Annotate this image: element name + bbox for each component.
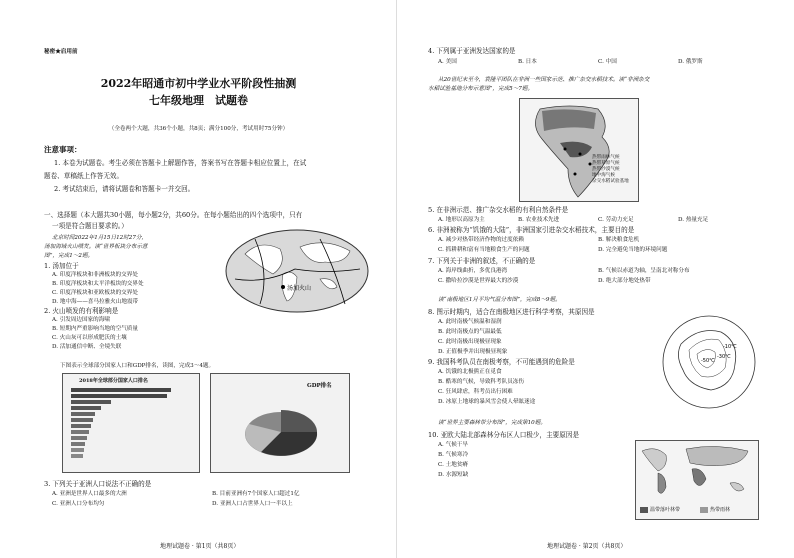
q4-option-b: B. 日本	[518, 59, 537, 65]
isotherm-label: -10℃	[723, 344, 737, 350]
q2-option-c: C. 火山灰可以形成肥沃的土壤	[52, 335, 127, 341]
africa-map	[519, 98, 639, 202]
q5-option-b: B. 农业技术先进	[518, 217, 560, 223]
pie	[241, 402, 321, 462]
q6-stem: 6. 非洲被称为“饥饿的大陆”，非洲国家引进杂交水稻技术，主要目的是	[428, 226, 635, 234]
q7-stem: 7. 下列关于非洲的叙述，不正确的是	[428, 257, 536, 265]
q8-stem: 8. 图示时期内，适合在南极地区进行科学考察，其原因是	[428, 308, 595, 316]
q5-option-d: D. 热量充足	[678, 217, 709, 223]
q9-option-d: D. 冰原上地球的暴风雪会使人晕眩迷途	[438, 399, 536, 405]
notice-title: 注意事项：	[44, 145, 82, 154]
legend-item: 热带草原气候	[592, 161, 620, 166]
q8-option-d: D. 正值极季并出现极昼现象	[438, 349, 508, 355]
q2-option-d: D. 活加通信中断、全境失联	[52, 344, 122, 350]
tonga-volcano-label: 汤加火山	[287, 285, 312, 292]
q4-option-d: D. 俄罗斯	[678, 59, 703, 65]
q10-option-d: D. 水源短缺	[438, 472, 469, 478]
intro-12-line-2: 汤加海域火山喷发。读“世界板块分布示意	[44, 244, 148, 250]
intro-89: 读“南极地区1月平均气温分布图”，完成8～9题。	[438, 297, 561, 303]
exam-subtitle: 七年级地理 试题卷	[149, 94, 248, 107]
section-line-1: 一、选择题（本大题共30小题，每小题2分，共60分。在每小题给出的四个选项中，只有	[44, 211, 303, 219]
population-bar-chart	[62, 373, 200, 473]
q6-option-a: A. 减少对热带经济作物的过度依赖	[438, 237, 524, 243]
page-2-footer: 地理试题卷 · 第2页（共8页）	[547, 543, 627, 550]
africa-shape	[520, 99, 638, 201]
q7-option-d: D. 绝大部分地处热带	[598, 278, 651, 284]
bar-area	[71, 388, 181, 468]
q9-option-a: A. 饥饿的北极熊正在觅食	[438, 369, 502, 375]
intro-57-line-1: 从20世纪末至今，袁隆平团队在非洲一些国家示范、推广杂交水稻技术。读“非洲杂交	[438, 77, 650, 83]
q7-option-a: A. 海岸线曲折，多优良港湾	[438, 268, 508, 274]
q10-option-c: C. 土地贫瘠	[438, 462, 469, 468]
q1-option-c: C. 印度洋板块和亚欧板块的交界处	[52, 290, 138, 296]
q3-option-a: A. 亚洲是世界人口最多的大洲	[52, 491, 127, 497]
q1-stem: 1. 汤加位于	[44, 262, 79, 270]
legend-item: 热带沙漠气候	[592, 167, 620, 172]
q9-option-c: C. 狂风肆虐，科考员出行困难	[438, 389, 513, 395]
notice-line-2: 题卷、草稿纸上作答无效。	[44, 172, 124, 180]
q9-stem: 9. 我国科考队员在南极考察，不可能遇到的危险是	[428, 358, 575, 366]
q1-option-b: B. 印度洋板块和太平洋板块的交界处	[52, 281, 144, 287]
secret-label: 秘密★启用前	[44, 49, 78, 55]
notice-line-1: 1. 本卷为试题卷。考生必须在答题卡上解题作答，答案书写在答题卡相应位置上，在试	[54, 159, 307, 167]
pie-chart-title: GDP排名	[307, 383, 332, 389]
gdp-pie-chart	[210, 373, 350, 473]
q5-option-a: A. 地形以高原为主	[438, 217, 485, 223]
q7-option-c: C. 撒哈拉沙漠是世界最大的沙漠	[438, 278, 519, 284]
bar-chart-title: 2018年全球部分国家人口排名	[79, 378, 148, 384]
q6-option-c: C. 抓耕耕和富有当地粮食生产的问题	[438, 247, 530, 253]
forest-map	[635, 440, 759, 520]
page-2	[397, 0, 794, 558]
q8-option-a: A. 此时南极气候温和湿润	[438, 319, 502, 325]
intro-34: 下图表示全球部分国家人口和GDP排名，读图，完成3～4题。	[60, 363, 215, 369]
q5-option-c: C. 劳动力充足	[598, 217, 634, 223]
page-1-footer: 地理试题卷 · 第1页（共8页）	[160, 543, 240, 550]
q10-stem: 10. 亚欧大陆北部森林分布区人口极少，主要原因是	[428, 431, 580, 439]
legend-item: 地中海气候	[592, 173, 615, 178]
q9-option-b: B. 酷寒的气候，导致科考队员冻伤	[438, 379, 524, 385]
exam-title: 2022年昭通市初中学业水平阶段性抽测	[100, 77, 297, 90]
antarctic-map	[659, 312, 759, 412]
world-plates-map	[225, 229, 370, 314]
q8-option-c: C. 此时南极出现极昼现象	[438, 339, 502, 345]
q2-option-a: A. 引发周边国家的海啸	[52, 317, 110, 323]
q3-stem: 3. 下列关于亚洲人口说法不正确的是	[44, 480, 152, 488]
intro-12-line-1: 北京时间2022年1月15日12时27分，	[52, 235, 148, 241]
forest-legend-item: 温带落叶林带	[650, 507, 681, 513]
section-line-2: 一项是符合题目要求的。）	[52, 222, 128, 230]
q10-option-b: B. 气候寒冷	[438, 452, 469, 458]
africa-legend	[592, 155, 629, 185]
q5-stem: 5. 在非洲示范、推广杂交水稻的有利自然条件是	[428, 206, 569, 214]
notice-line-3: 2. 考试结束后，请将试题卷和答题卡一并交回。	[54, 185, 195, 193]
forest-map-shapes	[636, 441, 758, 503]
q6-option-b: B. 解决粮食危机	[598, 237, 640, 243]
isotherm-label: -50℃	[701, 358, 715, 364]
legend-item: 热带雨林气候	[592, 155, 620, 160]
intro-12-line-3: 图”，完成1～2题。	[44, 253, 94, 259]
q4-stem: 4. 下列属于亚洲发达国家的是	[428, 47, 516, 55]
forest-legend-item: 热带雨林	[710, 507, 731, 513]
q4-option-c: C. 中国	[598, 59, 617, 65]
q6-option-d: D. 完全避免当地的环境问题	[598, 247, 668, 253]
exam-note: （全卷两个大题，共36个小题，共8页；满分100分，考试用时75分钟）	[108, 126, 289, 132]
q8-option-b: B. 此时南极点的气温最低	[438, 329, 502, 335]
q3-option-d: D. 亚洲人口占世界人口一半以上	[212, 501, 293, 507]
q3-option-b: B. 目前亚洲有7个国家人口超过1亿	[212, 491, 300, 497]
q2-stem: 2. 火山喷发的有利影响是	[44, 307, 119, 315]
q10-option-a: A. 气候干旱	[438, 442, 468, 448]
q7-option-b: B. 气候以赤道为轴，呈南北对称分布	[598, 268, 690, 274]
legend-item: 杂交水稻试验基地	[592, 179, 629, 184]
isotherm-label: -30℃	[717, 354, 731, 360]
intro-57-line-2: 水稻试验基地分布示意图”，完成5～7题。	[428, 86, 534, 92]
q4-option-a: A. 美国	[438, 59, 457, 65]
q1-option-d: D. 地中海——喜马拉雅火山地震带	[52, 299, 139, 305]
intro-10: 读“世界主要森林带分布图”，完成第10题。	[438, 420, 546, 426]
q2-option-b: B. 短期内严重影响当地的空气质量	[52, 326, 138, 332]
q3-option-c: C. 亚洲人口分布均匀	[52, 501, 105, 507]
q1-option-a: A. 印度洋板块和非洲板块的交界处	[52, 272, 138, 278]
